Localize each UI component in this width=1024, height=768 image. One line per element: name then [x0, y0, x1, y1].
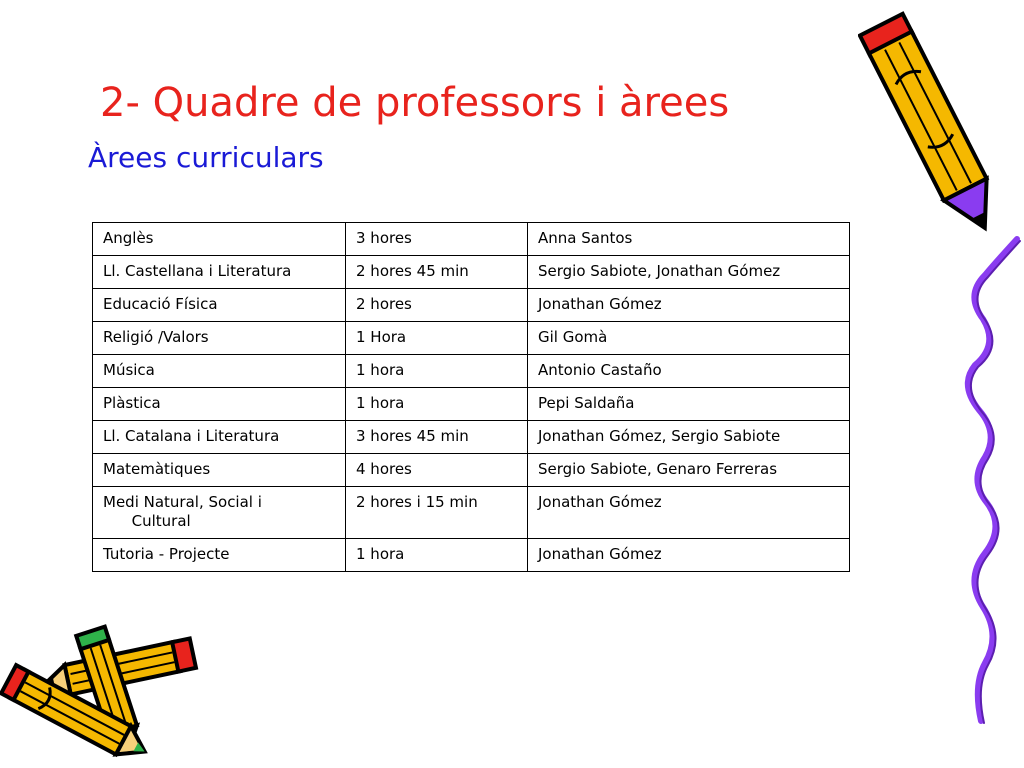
- pencil-icon: [858, 2, 1008, 247]
- hours-cell: 1 hora: [346, 388, 528, 421]
- slide-title: 2- Quadre de professors i àrees: [100, 80, 730, 126]
- area-cell: Música: [93, 355, 346, 388]
- hours-cell: 1 hora: [346, 539, 528, 572]
- table-row: [93, 539, 850, 572]
- teacher-cell: Sergio Sabiote, Genaro Ferreras: [528, 454, 850, 487]
- hours-cell: 2 hores: [346, 289, 528, 322]
- table-row: [93, 322, 850, 355]
- area-cell: Ll. Catalana i Literatura: [93, 421, 346, 454]
- crossed-pencils-icon: [0, 618, 205, 758]
- squiggle-line: [955, 235, 1024, 725]
- hours-cell: 2 hores 45 min: [346, 256, 528, 289]
- table-row: [93, 289, 850, 322]
- area-cell: Medi Natural, Social i Cultural: [93, 487, 346, 539]
- teacher-cell: Jonathan Gómez, Sergio Sabiote: [528, 421, 850, 454]
- table-row: [93, 355, 850, 388]
- teacher-cell: Antonio Castaño: [528, 355, 850, 388]
- table-row: [93, 388, 850, 421]
- teacher-cell: Anna Santos: [528, 223, 850, 256]
- teacher-cell: Jonathan Gómez: [528, 539, 850, 572]
- table-row: [93, 223, 850, 256]
- teacher-cell: Sergio Sabiote, Jonathan Gómez: [528, 256, 850, 289]
- teacher-cell: Jonathan Gómez: [528, 487, 850, 539]
- hours-cell: 3 hores: [346, 223, 528, 256]
- area-cell: Matemàtiques: [93, 454, 346, 487]
- hours-cell: 1 Hora: [346, 322, 528, 355]
- area-cell: Educació Física: [93, 289, 346, 322]
- area-cell: Tutoria - Projecte: [93, 539, 346, 572]
- hours-cell: 4 hores: [346, 454, 528, 487]
- area-cell: Religió /Valors: [93, 322, 346, 355]
- table-row: [93, 421, 850, 454]
- table-row: [93, 487, 850, 539]
- area-cell: Plàstica: [93, 388, 346, 421]
- hours-cell: 3 hores 45 min: [346, 421, 528, 454]
- teacher-cell: Gil Gomà: [528, 322, 850, 355]
- area-cell: Ll. Castellana i Literatura: [93, 256, 346, 289]
- hours-cell: 2 hores i 15 min: [346, 487, 528, 539]
- teacher-cell: Jonathan Gómez: [528, 289, 850, 322]
- areas-table: [92, 222, 850, 572]
- hours-cell: 1 hora: [346, 355, 528, 388]
- teacher-cell: Pepi Saldaña: [528, 388, 850, 421]
- table-row: [93, 256, 850, 289]
- area-cell: Anglès: [93, 223, 346, 256]
- slide-subtitle: Àrees curriculars: [88, 141, 324, 174]
- table-row: [93, 454, 850, 487]
